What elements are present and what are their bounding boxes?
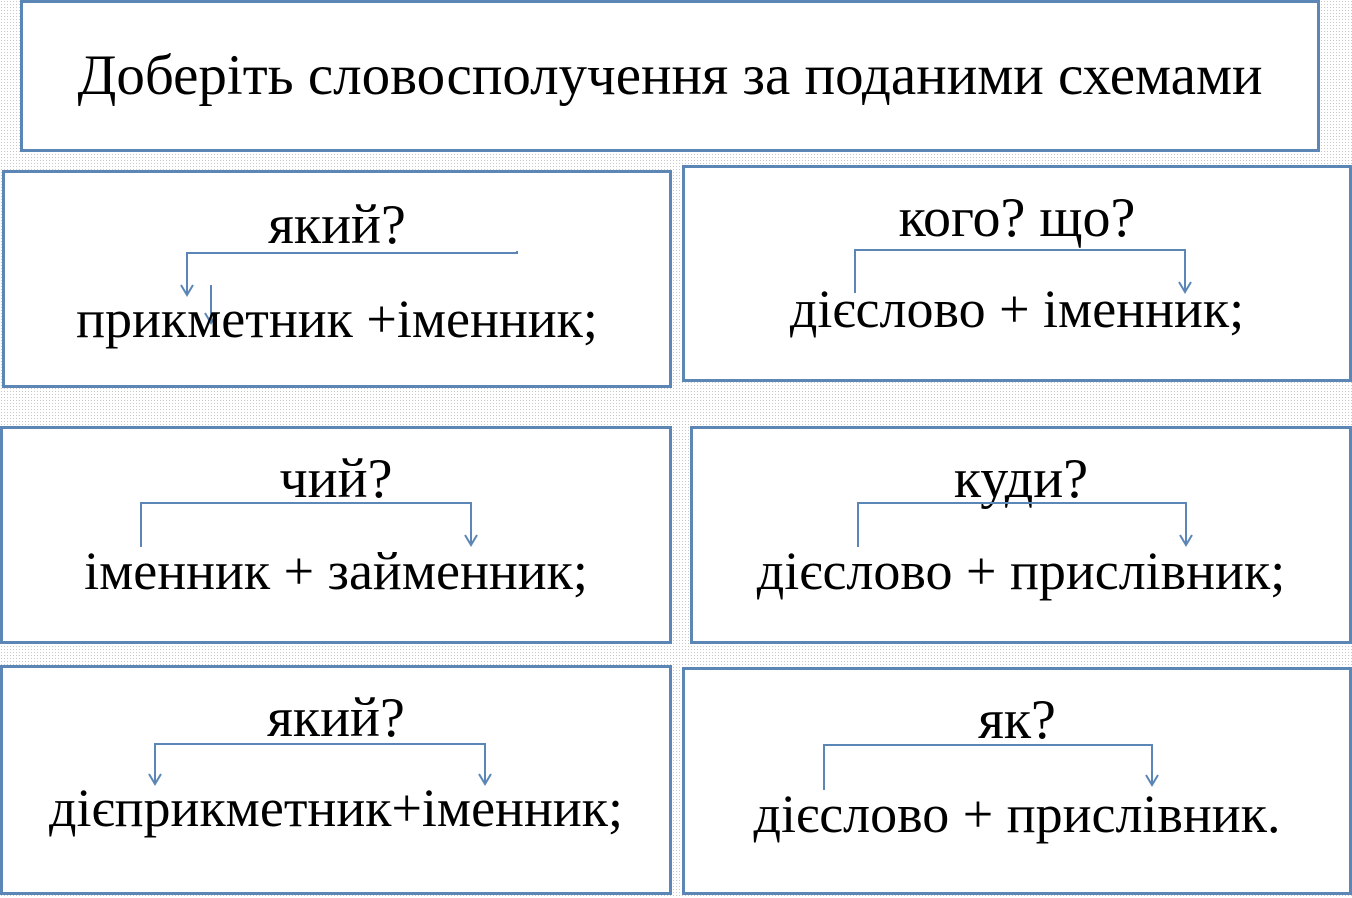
scheme-card-noun-pronoun — [0, 426, 672, 644]
scheme-question: як? — [978, 689, 1056, 751]
scheme-connector-arrow — [3, 429, 675, 647]
scheme-card-verb-adverb-how — [682, 667, 1352, 895]
scheme-formula: дієслово + іменник; — [789, 279, 1245, 339]
scheme-formula: дієприкметник+іменник; — [49, 778, 623, 838]
scheme-question: куди? — [953, 448, 1089, 510]
scheme-formula: дієслово + прислівник. — [753, 784, 1281, 844]
scheme-formula: дієслово + прислівник; — [756, 541, 1286, 601]
scheme-card-verb-noun — [682, 165, 1352, 382]
scheme-formula: прикметник +іменник; — [76, 289, 598, 349]
scheme-formula: іменник + займенник; — [84, 541, 588, 601]
scheme-card-adjective-noun — [2, 170, 672, 388]
scheme-question: який? — [268, 194, 406, 256]
scheme-question: який? — [267, 687, 405, 749]
scheme-connector-arrow — [693, 429, 1352, 647]
title-box — [20, 0, 1320, 152]
scheme-question: чий? — [279, 448, 393, 510]
scheme-card-participle-noun — [0, 665, 672, 895]
page-title: Доберіть словосполучення за поданими схемами — [77, 44, 1263, 107]
scheme-connector-arrow — [685, 168, 1352, 385]
scheme-question: кого? що? — [898, 187, 1136, 249]
scheme-connector-arrow — [5, 173, 675, 391]
scheme-card-verb-adverb — [690, 426, 1352, 644]
